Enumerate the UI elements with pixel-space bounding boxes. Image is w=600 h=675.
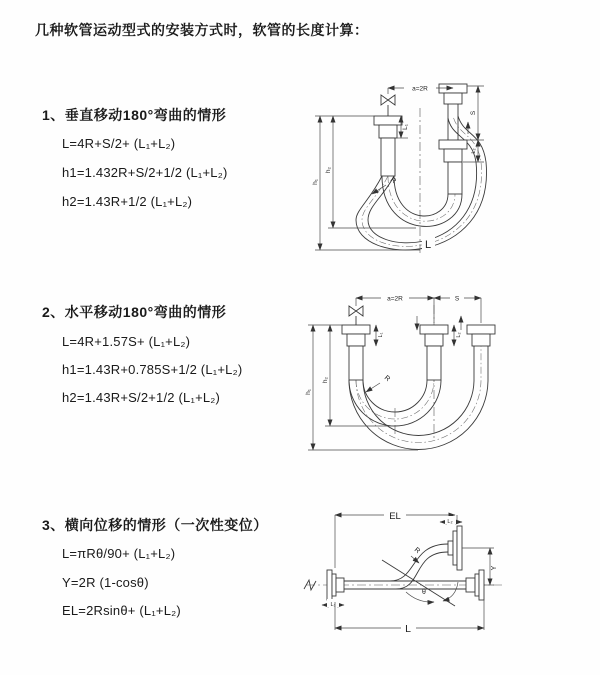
page-title: 几种软管运动型式的安装方式时，软管的长度计算： bbox=[35, 22, 369, 38]
section-2-heading bbox=[42, 302, 226, 322]
dimension-el bbox=[335, 509, 457, 568]
label-total-length: L bbox=[424, 239, 432, 251]
label-a2r: a=2R bbox=[387, 295, 403, 303]
section-2-number: 2、 bbox=[42, 304, 65, 320]
section-2-formula-h2: h2=1.43R+S/2+1/2 (L₁+L₂) bbox=[62, 390, 221, 405]
label-l2: L₂ bbox=[471, 148, 477, 154]
left-fitting bbox=[374, 116, 402, 176]
left-fitting bbox=[342, 325, 370, 380]
label-l1: L₁ bbox=[378, 332, 384, 338]
dimension-a2r bbox=[356, 294, 434, 323]
radius-callout bbox=[411, 547, 421, 563]
section-3-formula-Y: Y=2R (1-cosθ) bbox=[62, 575, 149, 590]
label-r: R bbox=[382, 374, 392, 384]
label-el: EL bbox=[389, 511, 401, 522]
dimension-l bbox=[335, 600, 484, 635]
label-h2: h₂ bbox=[322, 376, 329, 384]
hose-s-curve-position bbox=[344, 544, 448, 589]
dimension-h1 bbox=[312, 116, 420, 250]
radius-callout bbox=[366, 375, 391, 392]
section-1-formula-h1: h1=1.432R+S/2+1/2 (L₁+L₂) bbox=[62, 165, 228, 180]
break-mark bbox=[304, 580, 316, 590]
section-2-formula-h1: h1=1.43R+0.785S+1/2 (L₁+L₂) bbox=[62, 362, 243, 377]
right-flange-straight bbox=[466, 570, 484, 600]
label-total-length: L bbox=[405, 623, 411, 635]
section-2-title: 水平移动180°弯曲的情形 bbox=[64, 304, 227, 320]
label-h1: h₁ bbox=[312, 179, 319, 185]
label-s: S bbox=[454, 295, 460, 303]
label-h2: h₂ bbox=[325, 166, 332, 174]
radius-construction-line bbox=[382, 560, 455, 606]
diagram-lateral-displacement bbox=[300, 500, 590, 650]
section-3-formula-L: L=πRθ/90+ (L₁+L₂) bbox=[62, 546, 176, 561]
left-flange bbox=[327, 570, 344, 600]
dimension-l1 bbox=[376, 325, 384, 346]
dimension-l1 bbox=[322, 599, 344, 608]
section-1-number: 1、 bbox=[42, 107, 65, 123]
section-1-heading bbox=[42, 105, 226, 125]
section-1-title: 垂直移动180°弯曲的情形 bbox=[64, 107, 227, 123]
hose-u-bends bbox=[349, 346, 488, 450]
dimension-l2 bbox=[440, 516, 462, 525]
label-h1: h₁ bbox=[305, 389, 312, 395]
label-l1: L₁ bbox=[402, 124, 409, 130]
right-fitting-lower bbox=[439, 140, 467, 194]
right-fitting-shifted bbox=[467, 325, 495, 346]
label-l2: L₂ bbox=[456, 332, 462, 338]
label-l1: L₁ bbox=[330, 602, 336, 608]
section-3-formula-EL: EL=2Rsinθ+ (L₁+L₂) bbox=[62, 603, 181, 618]
label-s: S bbox=[470, 110, 477, 116]
section-3-title: 横向位移的情形（一次性变位） bbox=[64, 517, 268, 533]
label-theta: θ bbox=[422, 589, 426, 596]
dimension-s bbox=[434, 294, 481, 323]
section-2-formula-L: L=4R+1.57S+ (L₁+L₂) bbox=[62, 334, 191, 349]
middle-fitting bbox=[420, 325, 448, 380]
section-3-heading bbox=[42, 515, 268, 535]
diagram-horizontal-180 bbox=[300, 280, 590, 455]
label-a2r: a=2R bbox=[412, 85, 428, 93]
section-1-formula-L: L=4R+S/2+ (L₁+L₂) bbox=[62, 136, 176, 151]
right-flange-displaced bbox=[448, 526, 462, 570]
valve-icon bbox=[381, 95, 395, 116]
label-r: R bbox=[412, 546, 422, 556]
label-l2: L₂ bbox=[447, 519, 453, 525]
label-y: Y bbox=[491, 565, 498, 571]
section-3-number: 3、 bbox=[42, 517, 65, 533]
diagram-vertical-180 bbox=[300, 70, 590, 260]
section-1-formula-h2: h2=1.43R+1/2 (L₁+L₂) bbox=[62, 194, 193, 209]
valve-icon bbox=[349, 306, 363, 325]
label-r: R bbox=[388, 176, 398, 186]
hose-u-bend bbox=[356, 116, 487, 250]
